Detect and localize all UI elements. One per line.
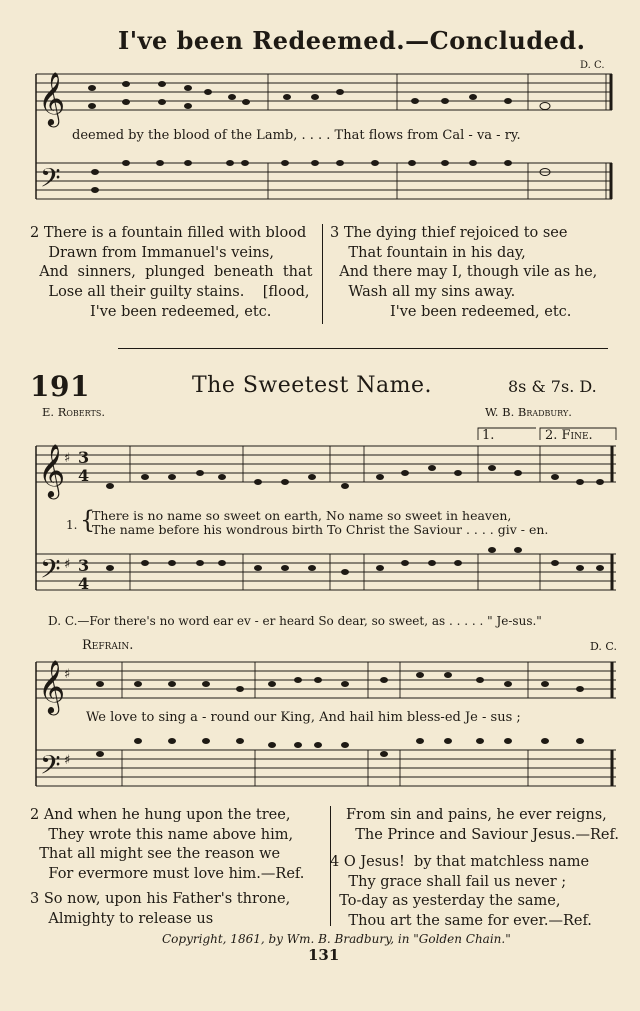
- page-number: 131: [308, 946, 340, 964]
- copyright-line: Copyright, 1861, by Wm. B. Bradbury, in "Golden Chain.": [162, 932, 511, 946]
- time-signature: 3: [78, 556, 90, 575]
- hymn-meter: 8s & 7s. D.: [508, 377, 597, 396]
- bass-clef-icon: 𝄢: [40, 553, 61, 591]
- first-ending-label: 1.: [482, 428, 495, 443]
- lyric-line: deemed by the blood of the Lamb, . . . . That flows from Cal - va - ry.: [72, 128, 521, 143]
- hymn-number: 191: [30, 370, 90, 403]
- stanza-brace: {: [80, 506, 96, 534]
- continued-hymn-title: I've been Redeemed.—Concluded.: [118, 26, 586, 55]
- bass-clef-icon: 𝄢: [40, 749, 61, 787]
- verse-3: 3 The dying thief rejoiced to see That fountain in his day, And there may I, though vile as he, Wash all my sins away.: [330, 225, 598, 300]
- hymn-verse-4: 4 O Jesus! by that matchless name Thy grace shall fail us never ; To-day as yesterday the same, Thou art the same for ever.—Ref.: [330, 854, 592, 929]
- hymn-title: The Sweetest Name.: [192, 373, 433, 398]
- verse-2-refrain: I've been redeemed, etc.: [90, 304, 272, 320]
- treble-clef-icon: 𝄞: [38, 659, 66, 713]
- hymn-verse-3: 3 So now, upon his Father's throne, Almighty to release us: [30, 891, 291, 927]
- refrain-dc-mark: D. C.: [590, 640, 617, 653]
- sharp-icon: ♯: [64, 451, 71, 466]
- hymn-author: E. Roberts.: [42, 405, 105, 419]
- hymn-verse-2: 2 And when he hung upon the tree, They wrote this name above him, That all might see the reason we For evermore must love him.—Ref.: [30, 807, 305, 882]
- bass-clef-icon: 𝄢: [40, 162, 61, 200]
- treble-clef-icon: 𝄞: [38, 71, 66, 125]
- second-ending-label: 2. Fine.: [545, 428, 593, 443]
- refrain-label: Refrain.: [82, 638, 134, 653]
- dc-mark: D. C.: [580, 60, 605, 71]
- stanza-number: 1.: [66, 518, 78, 532]
- sharp-icon: ♯: [64, 557, 71, 572]
- time-signature: 4: [78, 466, 90, 485]
- time-signature: 4: [78, 574, 90, 593]
- dc-lyric-line: D. C.—For there's no word ear ev - er heard So dear, so sweet, as . . . . . " Je-sus.": [48, 614, 542, 628]
- verse-2: 2 There is a fountain filled with blood Drawn from Immanuel's veins, And sinners, plunged beneath that Lose all their guilty stains. [flood,: [30, 225, 313, 300]
- hymn-verse-3-cont: From sin and pains, he ever reigns, The Prince and Saviour Jesus.—Ref.: [346, 807, 619, 843]
- refrain-lyric: We love to sing a - round our King, And hail him bless-ed Je - sus ;: [86, 710, 521, 725]
- sharp-icon: ♯: [64, 753, 71, 768]
- time-signature: 3: [78, 448, 90, 467]
- verse-3-refrain: I've been redeemed, etc.: [390, 304, 572, 320]
- sharp-icon: ♯: [64, 667, 71, 682]
- lyric-line-1: There is no name so sweet on earth, No name so sweet in heaven,: [92, 508, 512, 523]
- hymn-composer: W. B. Bradbury.: [485, 405, 572, 419]
- lyric-line-2: The name before his wondrous birth To Christ the Saviour . . . . giv - en.: [92, 522, 549, 537]
- treble-clef-icon: 𝄞: [38, 443, 66, 497]
